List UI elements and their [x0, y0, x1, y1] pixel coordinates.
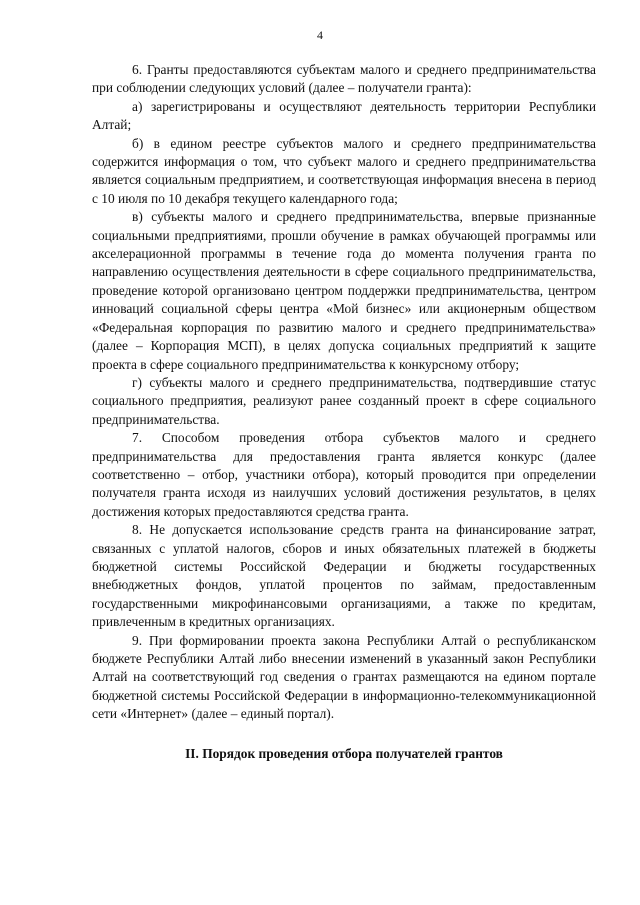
paragraph-9: 9. При формировании проекта закона Республики Алтай о республиканском бюджете Республики Алтай либо внесении изменений в указанный закон Республики Алтай на соответствующий год сведения о грантах размещаются на едином портале бюджетной системы Российской Федерации в информационно-телекоммуникационной сети «Интернет» (далее – единый портал). — [92, 632, 596, 722]
paragraph-6: 6. Гранты предоставляются субъектам малого и среднего предпринимательства при соблюдении следующих условий (далее – получатели гранта): — [92, 62, 596, 96]
paragraph-8: 8. Не допускается использование средств гранта на финансирование затрат, связанных с уплатой налогов, сборов и иных обязательных платежей в бюджеты бюджетной системы Российской Федерации и бюджеты государственных внебюджетных фондов, уплатой процентов по займам, предоставленным государственными микрофинансовыми организациями, а также по кредитам, привлеченным в кредитных организациях. — [92, 522, 596, 630]
paragraph-6a: а) зарегистрированы и осуществляют деятельность территории Республики Алтай; — [92, 98, 596, 133]
page-number: 4 — [317, 28, 323, 42]
paragraph-6g: г) субъекты малого и среднего предпринимательства, подтвердившие статус социального предприятия, реализуют ранее созданный проект в сфере социального предпринимательства. — [92, 374, 596, 427]
paragraph-7: 7. Способом проведения отбора субъектов малого и среднего предпринимательства для предоставления гранта является конкурс (далее соответственно – отбор, участники отбора), который проводится при определении получателя гранта исходя из наилучших условий достижения результатов, в целях достижения которых предоставляются средства гранта. — [92, 430, 596, 519]
section-heading: II. Порядок проведения отбора получателей грантов — [185, 745, 503, 761]
document-body — [92, 61, 596, 763]
paragraph-6b: б) в едином реестре субъектов малого и среднего предпринимательства содержится информация о том, что субъект малого и среднего предпринимательства является социальным предприятием, и соответствующая информация внесена в период с 10 июля по 10 декабря текущего календарного года; — [92, 135, 596, 206]
paragraph-6v: в) субъекты малого и среднего предпринимательства, впервые признанные социальными предприятиями, прошли обучение в рамках обучающей программы или акселерационной программы в течение года до момента получения гранта по направлению осуществления деятельности в сфере социального предпринимательства, проведение которой организовано центром поддержки предпринимательства, центром инноваций социальной сферы центра «Мой бизнес» или акционерным обществом «Федеральная корпорация по развитию малого и среднего предпринимательства» (далее – Корпорация МСП), в целях допуска социальных предприятий к защите проекта в сфере социального предпринимательства к конкурсному отбору; — [92, 209, 596, 372]
